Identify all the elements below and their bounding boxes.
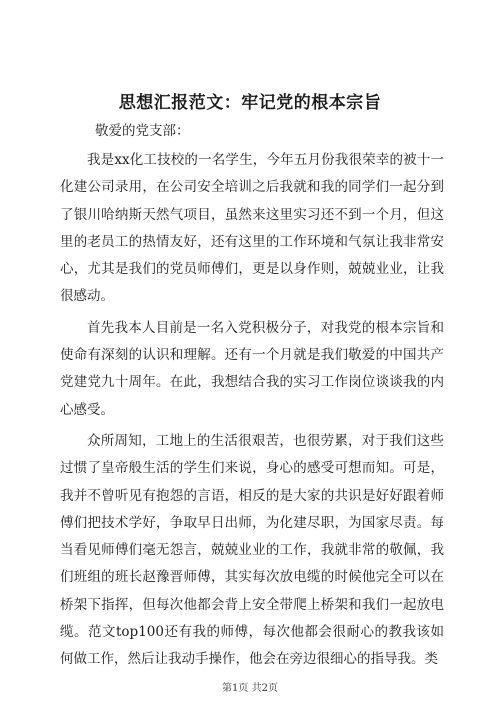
- paragraph: 众所周知，工地上的生活很艰苦，也很劳累，对于我们这些过惯了皇帝般生活的学生们来说，身心的感受可想而知。可是，我并不曾听见有抱怨的言语，相反的是大家的共识是好好跟着师傅们把技术学好，争取早日出师，为化建尽职，为国家尽责。每当看见师傅们毫无怨言，兢兢业业的工作，我就非常的敬佩，我们班组的班长赵豫晋师傅，其实每次放电缆的时候他完全可以在桥架下指挥，但每次他都会背上安全带爬上桥架和我们一起放电缆。范文top100还有我的师傅，每次他都会很耐心的教我该如何做工作，然后让我动手操作，他会在旁边很细心的指导我。类: [60, 432, 444, 668]
- page-footer: 第1页 共2页: [222, 683, 278, 694]
- salutation: 敬爱的党支部：: [95, 123, 190, 139]
- document-title: 思想汇报范文：牢记党的根本宗旨: [118, 93, 382, 113]
- document-body: [60, 147, 444, 678]
- paragraph: 我是xx化工技校的一名学生，今年五月份我很荣幸的被十一化建公司录用，在公司安全培训之后我就和我的同学们一起分到了银川哈纳斯天然气项目，虽然来这里实习还不到一个月，但这里的老员工的热情友好，还有这里的工作环境和气氛让我非常安心，尤其是我们的党员师傅们，更是以身作则，兢兢业业，让我很感动。: [60, 152, 444, 305]
- paragraph: 首先我本人目前是一名入党积极分子，对我党的根本宗旨和使命有深刻的认识和理解。还有一个月就是我们敬爱的中国共产党建党九十周年。在此，我想结合我的实习工作岗位谈谈我的内心感受。: [60, 319, 444, 418]
